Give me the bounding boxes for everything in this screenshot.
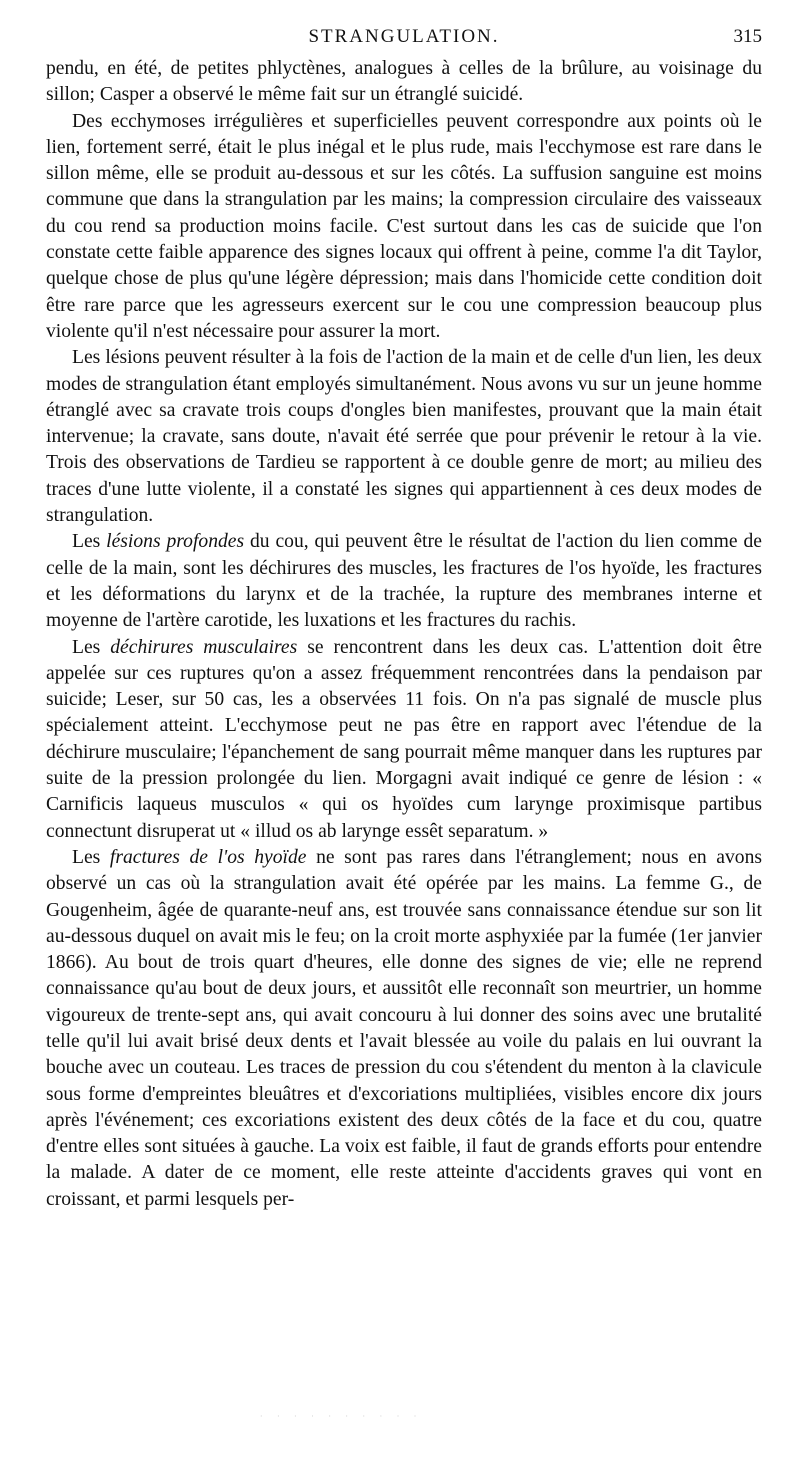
paragraph-lesions-profondes bbox=[46, 529, 762, 634]
paragraph-lead: Les bbox=[72, 846, 110, 868]
paragraph-continuation: pendu, en été, de petites phlyctènes, analogues à celles de la brûlure, au voisinage du sillon; Casper a observé le même fait sur un étranglé suicidé. bbox=[46, 58, 762, 106]
body-text bbox=[46, 56, 762, 1213]
paragraph-rest: se rencontrent dans les deux cas. L'attention doit être appelée sur ces ruptures qu'on a assez fréquemment rencontrées dans la pendaison par suicide; Leser, sur 50 cas, les a observées 11 fois. On n'a pas signalé de muscle plus spécialement atteint. L'ecchymose peut ne pas être en rapport avec l'étendue de la déchirure musculaire; l'épanchement de sang pourrait même manquer dans les ruptures par suite de la pression prolongée du lien. Morgagni avait indiqué ce genre de lésion : « Carnificis laqueus musculos « qui os hyoïdes cum larynge proximisque partibus connectunt disruperat ut « illud os ab larynge essêt separatum. » bbox=[46, 636, 762, 842]
paragraph-rest: ne sont pas rares dans l'étranglement; nous en avons observé un cas où la strangulation avait été opérée par les mains. La femme G., de Gougenheim, âgée de quarante-neuf ans, est trouvée sans connaissance étendue sur son lit au-dessous duquel on avait mis le feu; on la croit morte asphyxiée par la fumée (1er janvier 1866). Au bout de trois quart d'heures, elle donne des signes de vie; elle ne reprend connaissance qu'au bout de deux jours, et aussitôt elle reconnaît son meurtrier, un homme vigoureux de trente-sept ans, qui avait concouru à lui donner des soins avec une brutalité telle qu'il lui avait brisé deux dents et l'avait blessée au voile du palais en lui ouvrant la bouche avec un couteau. Les traces de pression du cou s'étendent du menton à la clavicule sous forme d'empreintes bleuâtres et d'excoriations multipliées, visibles encore dix jours après l'événement; ces excoriations existent des deux côtés de la face et du cou, quatre d'entre elles sont situées à gauche. La voix est faible, il faut de grands efforts pour entendre la malade. A dater de ce moment, elle reste atteinte d'accidents graves qui vont en croissant, et parmi lesquels per- bbox=[46, 846, 763, 1210]
paragraph-lesions-combined: Les lésions peuvent résulter à la fois de l'action de la main et de celle d'un lien, les deux modes de strangulation étant employés simultanément. Nous avons vu sur un jeune homme étranglé avec sa cravate trois coups d'ongles bien manifestes, prouvant que la main était intervenue; la cravate, sans doute, n'avait été serrée que pour prévenir le retour à la vie. Trois des observations de Tardieu se rapportent à ce double genre de mort; au milieu des traces d'une lutte violente, il a constaté les signes qui appartiennent à ces deux modes de strangulation. bbox=[46, 347, 762, 527]
italic-term: déchirures musculaires bbox=[110, 636, 298, 658]
page-number: 315 bbox=[733, 26, 762, 47]
scan-artifact-marks: · · · · · · · · · · bbox=[260, 1412, 423, 1421]
page-header bbox=[46, 26, 762, 56]
paragraph-dechirures bbox=[46, 635, 762, 845]
paragraph-rest: du cou, qui peuvent être le résultat de l'action du lien comme de celle de la main, sont les déchirures des muscles, les fractures de l'os hyoïde, les fractures et les déformations du larynx et de la trachée, la rupture des membranes interne et moyenne de l'artère carotide, les luxations et les fractures du rachis. bbox=[46, 531, 762, 632]
paragraph-lead: Les bbox=[72, 636, 111, 658]
book-page bbox=[46, 26, 762, 1213]
paragraph-lead: Les bbox=[72, 531, 107, 553]
paragraph-fractures-hyoide bbox=[46, 845, 762, 1213]
italic-term: fractures de l'os hyoïde bbox=[109, 846, 307, 868]
italic-term: lésions profondes bbox=[106, 531, 245, 553]
paragraph-ecchymoses: Des ecchymoses irrégulières et superficielles peuvent correspondre aux points où le lien, fortement serré, était le plus inégal et le plus rude, mais l'ecchymose est rare dans le sillon même, elle se produit au-dessous et sur les côtés. La suffusion sanguine est moins commune que dans la strangulation par les mains; la compression circulaire des vaisseaux du cou rend sa production moins facile. C'est surtout dans les cas de suicide que l'on constate cette faible apparence des signes locaux qui offrent à peine, comme l'a dit Taylor, quelque chose de plus qu'une légère dépression; mais dans l'homicide cette condition doit être rare parce que les agresseurs exercent sur le cou une compression beaucoup plus violente qu'il n'est nécessaire pour assurer la mort. bbox=[46, 110, 762, 342]
running-title: STRANGULATION. bbox=[308, 26, 500, 47]
